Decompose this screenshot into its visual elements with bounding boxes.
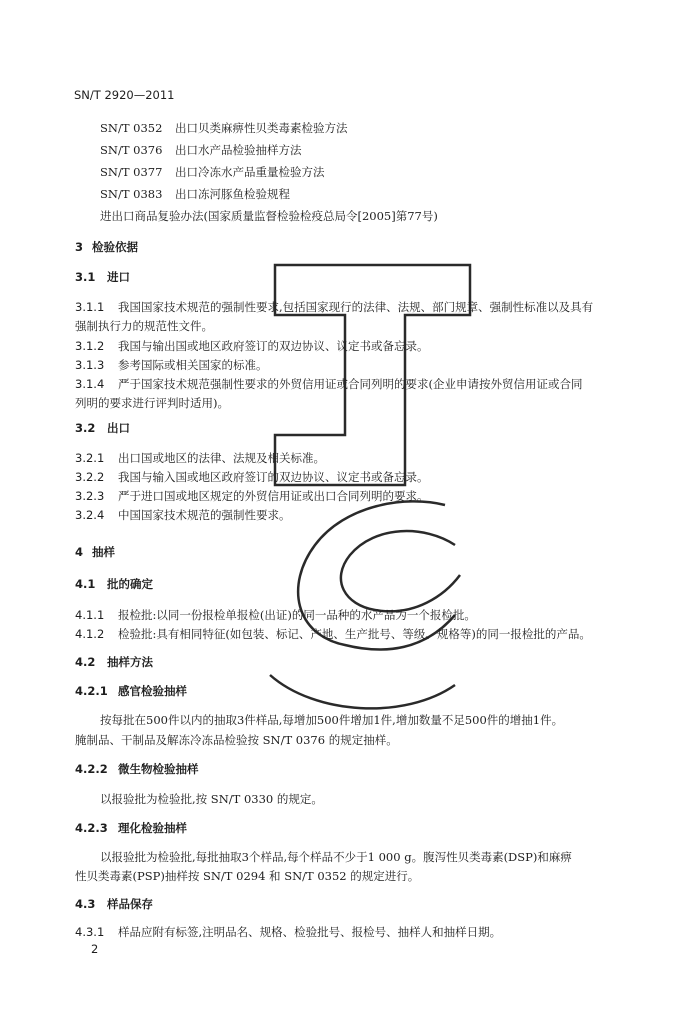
clause-text: 强制执行力的规范性文件。 (75, 319, 213, 333)
ref-title: 出口水产品检验抽样方法 (175, 143, 302, 157)
paragraph-text: 以报验批为检验批,每批抽取3个样品,每个样品不少于1 000 g。腹泻性贝类毒素(DSP)和麻痹 (100, 850, 572, 864)
clause-number: 4.2.3 (75, 821, 108, 835)
clause-number: 3.2.1 (75, 451, 105, 465)
section-title: 批的确定 (107, 577, 153, 591)
paragraph-text: 腌制品、干制品及解冻冷冻品检验按 SN/T 0376 的规定抽样。 (75, 733, 398, 747)
section-title: 抽样方法 (107, 655, 153, 669)
clause-number: 3.1.3 (75, 358, 105, 372)
clause-title: 感官检验抽样 (118, 684, 187, 698)
section-number: 3.1 (75, 270, 96, 284)
clause-text: 样品应附有标签,注明品名、规格、检验批号、报检号、抽样人和抽样日期。 (118, 925, 502, 939)
clause-number: 3.1.1 (75, 300, 105, 314)
clause-title: 理化检验抽样 (118, 821, 187, 835)
clause-text: 我国国家技术规范的强制性要求,包括国家现行的法律、法规、部门规章、强制性标准以及具有 (118, 300, 594, 314)
clause-number: 4.2.1 (75, 684, 108, 698)
section-number: 3.2 (75, 421, 96, 435)
clause-number: 3.1.4 (75, 377, 105, 391)
clause-title: 微生物检验抽样 (118, 762, 199, 776)
clause-number: 4.2.2 (75, 762, 108, 776)
ref-code: SN/T 0377 (100, 165, 163, 179)
ref-title: 出口冷冻水产品重量检验方法 (175, 165, 325, 179)
clause-number: 3.1.2 (75, 339, 105, 353)
clause-number: 4.3.1 (75, 925, 105, 939)
clause-number: 3.2.2 (75, 470, 105, 484)
section-title: 检验依据 (92, 240, 138, 254)
section-title: 抽样 (92, 545, 115, 559)
ref-extra: 进出口商品复验办法(国家质量监督检验检疫总局令[2005]第77号) (100, 209, 438, 223)
section-number: 3 (75, 240, 84, 254)
clause-number: 3.2.3 (75, 489, 105, 503)
ref-code: SN/T 0376 (100, 143, 163, 157)
clause-text: 列明的要求进行评判时适用)。 (75, 396, 229, 410)
ref-title: 出口贝类麻痹性贝类毒素检验方法 (175, 121, 348, 135)
clause-text: 检验批:具有相同特征(如包装、标记、产地、生产批号、等级、规格等)的同一报检批的产品。 (118, 627, 591, 641)
ref-code: SN/T 0352 (100, 121, 163, 135)
section-title: 出口 (107, 421, 130, 435)
section-number: 4.3 (75, 897, 96, 911)
clause-text: 参考国际或相关国家的标准。 (118, 358, 268, 372)
paragraph-text: 按每批在500件以内的抽取3件样品,每增加500件增加1件,增加数量不足500件的增抽1件。 (100, 713, 564, 727)
standard-code: SN/T 2920—2011 (74, 88, 175, 102)
section-number: 4 (75, 545, 84, 559)
ref-title: 出口冻河豚鱼检验规程 (175, 187, 290, 201)
section-title: 样品保存 (107, 897, 153, 911)
clause-text: 严于进口国或地区规定的外贸信用证或出口合同列明的要求。 (118, 489, 429, 503)
clause-text: 出口国或地区的法律、法规及相关标准。 (118, 451, 325, 465)
paragraph-text: 以报验批为检验批,按 SN/T 0330 的规定。 (100, 792, 323, 806)
page-number: 2 (91, 942, 99, 956)
clause-text: 中国国家技术规范的强制性要求。 (118, 508, 291, 522)
section-title: 进口 (107, 270, 130, 284)
section-number: 4.2 (75, 655, 96, 669)
clause-text: 报检批:以同一份报检单报检(出证)的同一品种的水产品为一个报检批。 (118, 608, 476, 622)
ref-code: SN/T 0383 (100, 187, 163, 201)
clause-number: 4.1.1 (75, 608, 105, 622)
clause-text: 我国与输出国或地区政府签订的双边协议、议定书或备忘录。 (118, 339, 429, 353)
paragraph-text: 性贝类毒素(PSP)抽样按 SN/T 0294 和 SN/T 0352 的规定进行。 (75, 869, 420, 883)
clause-text: 我国与输入国或地区政府签订的双边协议、议定书或备忘录。 (118, 470, 429, 484)
clause-text: 严于国家技术规范强制性要求的外贸信用证或合同列明的要求(企业申请按外贸信用证或合同 (118, 377, 583, 391)
clause-number: 3.2.4 (75, 508, 105, 522)
section-number: 4.1 (75, 577, 96, 591)
clause-number: 4.1.2 (75, 627, 105, 641)
